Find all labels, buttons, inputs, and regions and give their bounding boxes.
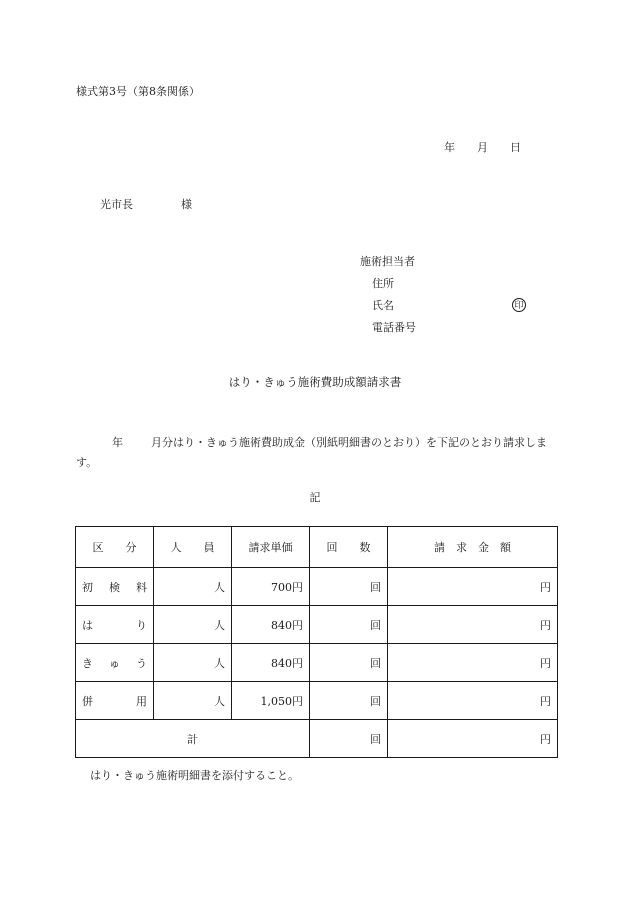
amount-cell[interactable]: 円 bbox=[388, 606, 558, 644]
category-char: 併 bbox=[82, 694, 93, 708]
unit-price-cell: 700円 bbox=[232, 568, 310, 606]
people-cell[interactable]: 人 bbox=[154, 644, 232, 682]
category-label bbox=[82, 617, 147, 633]
date-day-label: 日 bbox=[510, 141, 521, 154]
amount-cell[interactable]: 円 bbox=[388, 644, 558, 682]
header-category: 区 分 bbox=[76, 527, 154, 568]
table-row bbox=[76, 606, 558, 644]
applicant-block bbox=[360, 256, 416, 344]
count-cell[interactable]: 回 bbox=[310, 568, 388, 606]
date-month-label: 月 bbox=[477, 141, 488, 154]
category-cell bbox=[76, 682, 154, 720]
total-amount-cell[interactable]: 円 bbox=[388, 720, 558, 758]
category-cell bbox=[76, 606, 154, 644]
count-cell[interactable]: 回 bbox=[310, 682, 388, 720]
unit-price-cell: 840円 bbox=[232, 606, 310, 644]
table-header-row bbox=[76, 527, 558, 568]
date-line bbox=[444, 142, 521, 153]
claim-table bbox=[75, 526, 558, 758]
category-char: 用 bbox=[136, 694, 147, 708]
header-unit-price: 請求単価 bbox=[232, 527, 310, 568]
total-label: 計 bbox=[76, 720, 310, 758]
category-cell bbox=[76, 568, 154, 606]
header-people: 人 員 bbox=[154, 527, 232, 568]
date-year-label: 年 bbox=[444, 141, 455, 154]
addressee-honorific: 様 bbox=[181, 198, 192, 211]
count-cell[interactable]: 回 bbox=[310, 606, 388, 644]
count-cell[interactable]: 回 bbox=[310, 644, 388, 682]
applicant-heading: 施術担当者 bbox=[360, 255, 415, 268]
category-label bbox=[82, 693, 147, 709]
header-count: 回 数 bbox=[310, 527, 388, 568]
applicant-name-label: 氏名 bbox=[372, 299, 394, 312]
category-cell bbox=[76, 644, 154, 682]
body-year-label: 年 bbox=[112, 436, 123, 449]
addressee-name: 光市長 bbox=[100, 198, 133, 211]
unit-price-cell: 1,050円 bbox=[232, 682, 310, 720]
amount-cell[interactable]: 円 bbox=[388, 682, 558, 720]
form-number: 様式第3号（第8条関係） bbox=[76, 85, 200, 98]
attachment-note: はり・きゅう施術明細書を添付すること。 bbox=[90, 769, 299, 782]
seal-icon: 印 bbox=[512, 298, 526, 312]
ki-heading: 記 bbox=[309, 491, 321, 504]
category-char: は bbox=[82, 618, 93, 632]
applicant-address-label: 住所 bbox=[372, 277, 394, 290]
category-label bbox=[82, 655, 147, 671]
category-char: 検 bbox=[109, 580, 120, 594]
category-char: り bbox=[136, 618, 147, 632]
table-row bbox=[76, 682, 558, 720]
category-char: 初 bbox=[82, 580, 93, 594]
unit-price-cell: 840円 bbox=[232, 644, 310, 682]
body-text bbox=[76, 433, 560, 473]
total-row bbox=[76, 720, 558, 758]
amount-cell[interactable]: 円 bbox=[388, 568, 558, 606]
category-char: き bbox=[82, 656, 93, 670]
category-char: 料 bbox=[136, 580, 147, 594]
people-cell[interactable]: 人 bbox=[154, 606, 232, 644]
category-char: ゅ bbox=[109, 656, 120, 670]
applicant-phone-label: 電話番号 bbox=[372, 321, 416, 334]
header-amount: 請 求 金 額 bbox=[388, 527, 558, 568]
table-row bbox=[76, 644, 558, 682]
people-cell[interactable]: 人 bbox=[154, 682, 232, 720]
addressee bbox=[100, 199, 192, 210]
document-title: はり・きゅう施術費助成額請求書 bbox=[228, 375, 402, 389]
body-sentence: 月分はり・きゅう施術費助成金（別紙明細書のとおり）を下記のとおり請求します。 bbox=[76, 436, 547, 469]
category-char: う bbox=[136, 656, 147, 670]
total-count-cell[interactable]: 回 bbox=[310, 720, 388, 758]
people-cell[interactable]: 人 bbox=[154, 568, 232, 606]
category-label bbox=[82, 579, 147, 595]
table-row bbox=[76, 568, 558, 606]
